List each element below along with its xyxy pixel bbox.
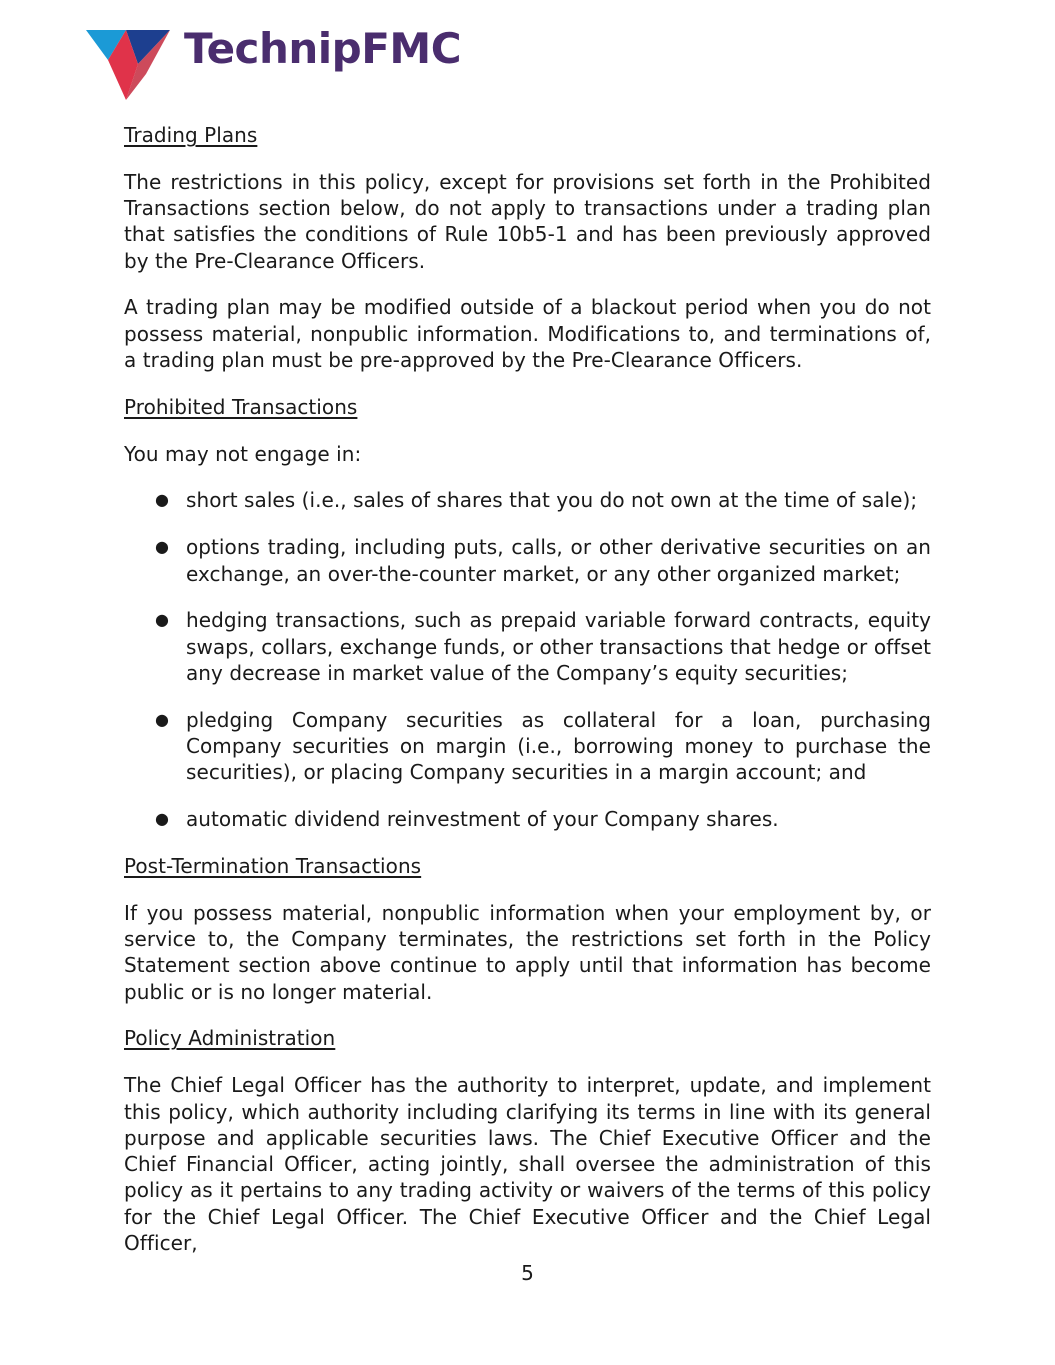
bullet-icon: ● [155,709,170,729]
post-termination-paragraph: If you possess material, nonpublic information when your employment by, or service to, the Company terminates, the restrictions set forth in the Policy Statement section above continue to apply until that information has become public or is no longer material. [124,900,931,1004]
list-item-text: short sales (i.e., sales of shares that you do not own at the time of sale); [186,488,918,513]
heading-post-termination: Post-Termination Transactions [124,853,422,878]
list-item-text: options trading, including puts, calls, or other derivative securities on an exchange, an over-the-counter market, or any other organized market; [186,535,931,586]
page-number: 5 [521,1261,534,1285]
bullet-icon: ● [155,490,170,510]
list-item [124,534,931,587]
list-item [124,607,931,686]
heading-trading-plans: Trading Plans [124,123,258,147]
section-policy-administration [124,1025,931,1256]
prohibited-intro: You may not engage in: [124,441,362,466]
section-prohibited-transactions [124,394,931,833]
bullet-icon: ● [155,537,170,557]
section-trading-plans [124,122,931,373]
bullet-icon: ● [155,809,170,829]
logo-wordmark: TechnipFMC [184,24,462,73]
list-item [124,707,931,786]
company-logo [86,26,506,102]
list-item-text: pledging Company securities as collateral for a loan, purchasing Company securities on margin (i.e., borrowing money to purchase the securities), or placing Company securities in a margin account; and [186,707,931,785]
list-item-text: automatic dividend reinvestment of your Company shares. [186,807,779,832]
heading-prohibited-transactions: Prohibited Transactions [124,394,358,419]
technipfmc-logo-icon [86,26,176,102]
list-item [124,487,931,513]
policy-administration-paragraph: The Chief Legal Officer has the authority to interpret, update, and implement this policy, which authority including clarifying its terms in line with its general purpose and applicable securities laws. The Chief Executive Officer and the Chief Financial Officer, acting jointly, shall oversee the administration of this policy as it pertains to any trading activity or waivers of the terms of this policy for the Chief Legal Officer. The Chief Executive Officer and the Chief Legal Officer, [124,1073,931,1255]
document-body [124,122,931,1277]
trading-plans-paragraph-2: A trading plan may be modified outside of a blackout period when you do not possess material, nonpublic information. Modifications to, and terminations of, a trading plan must be pre-approved by the Pre-Clearance Officers. [124,295,931,373]
bullet-icon: ● [155,610,170,630]
section-post-termination [124,853,931,1005]
trading-plans-paragraph-1: The restrictions in this policy, except for provisions set forth in the Prohibited Transactions section below, do not apply to transactions under a trading plan that satisfies the conditions of Rule 10b5-1 and has been previously approved by the Pre-Clearance Officers. [124,169,931,273]
list-item-text: hedging transactions, such as prepaid variable forward contracts, equity swaps, collars, exchange funds, or other transactions that hedge or offset any decrease in market value of the Company’s equity securities; [186,608,931,685]
list-item [124,806,931,832]
heading-policy-administration: Policy Administration [124,1026,336,1051]
prohibited-list [124,487,931,832]
